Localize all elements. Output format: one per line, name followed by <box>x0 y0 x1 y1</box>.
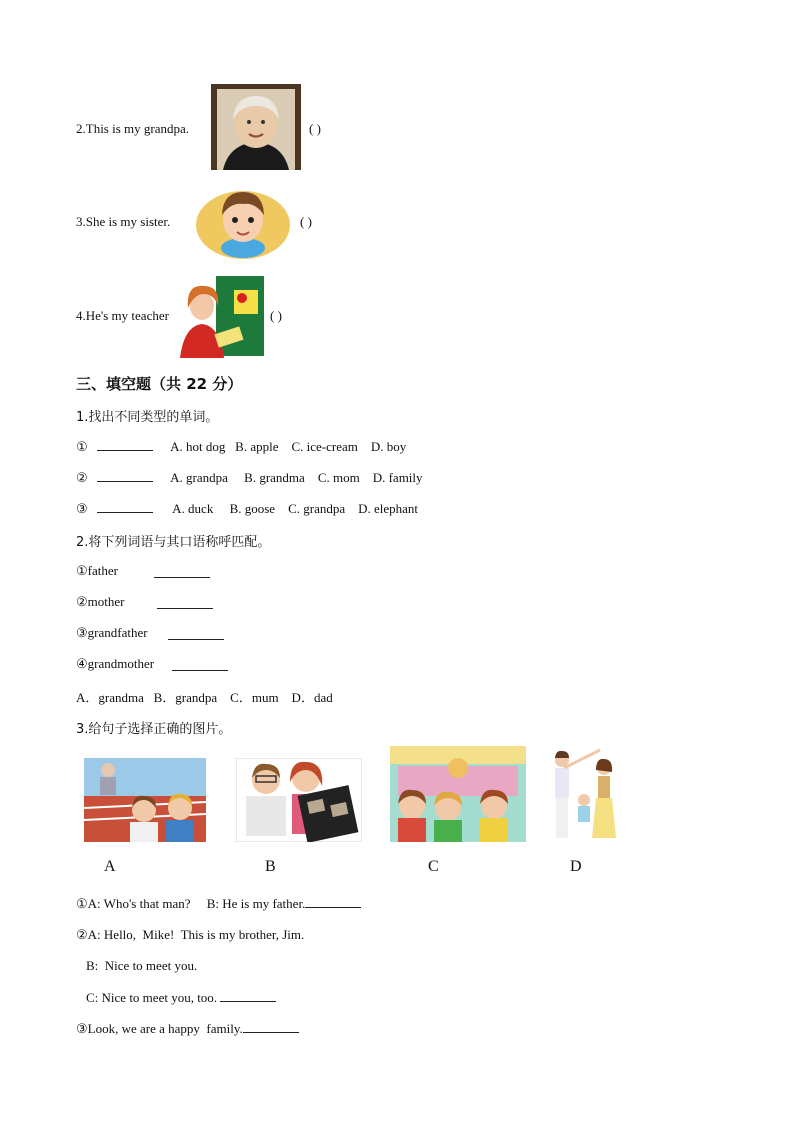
section-heading: 三、填空题（共 22 分） <box>76 375 243 393</box>
item-2-sentence: 2.This is my grandpa. <box>76 121 190 136</box>
q1-row-2-blank[interactable] <box>97 469 153 482</box>
boys-at-fair-icon <box>390 746 526 842</box>
item-4-answer-bracket[interactable]: ( ) <box>270 308 282 323</box>
item-3-sentence: 3.She is my sister. <box>76 214 171 229</box>
q2-item-2-word: ②mother <box>76 594 125 609</box>
q1-row-2 <box>76 469 423 486</box>
q3-line-5-text: ③Look, we are a happy family. <box>76 1021 243 1036</box>
item-4-sentence: 4.He's my teacher <box>76 308 169 323</box>
q2-item-1 <box>76 563 118 579</box>
q2-options: A．grandma B．grandpa C．mum D．dad <box>76 690 333 705</box>
q3-line-5-blank[interactable] <box>243 1020 299 1033</box>
q1-row-3 <box>76 500 418 517</box>
q2-item-4-word: ④grandmother <box>76 656 155 671</box>
q3-title: 3.给句子选择正确的图片。 <box>76 722 232 737</box>
item-3-answer-bracket[interactable]: ( ) <box>300 214 312 229</box>
pic-label-c: C <box>428 858 439 875</box>
q2-item-3-blank[interactable] <box>168 627 224 640</box>
q1-row-3-num: ③ <box>76 501 88 516</box>
q1-row-1 <box>76 438 406 455</box>
grandpa-and-boys-icon <box>84 758 206 842</box>
pic-label-d: D <box>570 858 582 875</box>
family-outing-icon <box>546 748 618 842</box>
q3-line-4-blank[interactable] <box>220 989 276 1002</box>
q2-item-2-blank[interactable] <box>157 596 213 609</box>
q1-row-2-num: ② <box>76 470 88 485</box>
q1-row-3-options: A. duck B. goose C. grandpa D. elephant <box>172 501 419 516</box>
q3-line-4-text: C: Nice to meet you, too. <box>86 990 218 1005</box>
grandma-portrait-icon <box>211 84 301 170</box>
pic-label-a: A <box>104 858 116 875</box>
q2-item-1-word: ①father <box>76 563 118 578</box>
family-photo-album-icon <box>236 758 362 842</box>
q1-row-3-blank[interactable] <box>97 500 153 513</box>
item-2-answer-bracket[interactable]: ( ) <box>309 121 321 136</box>
boy-face-icon <box>195 182 291 260</box>
q3-line-2: ②A: Hello, Mike! This is my brother, Jim. <box>76 927 305 942</box>
q3-line-3: B: Nice to meet you. <box>86 958 198 973</box>
q3-line-1 <box>76 895 361 912</box>
q1-row-2-options: A. grandpa B. grandma C. mom D. family <box>170 470 423 485</box>
q1-row-1-blank[interactable] <box>97 438 153 451</box>
q3-line-4 <box>86 989 276 1006</box>
q2-item-1-blank[interactable] <box>154 565 210 578</box>
q1-row-1-num: ① <box>76 439 88 454</box>
q2-item-2 <box>76 594 124 610</box>
pic-label-b: B <box>265 858 276 875</box>
q3-line-1-blank[interactable] <box>305 895 361 908</box>
q2-item-3-word: ③grandfather <box>76 625 148 640</box>
q2-title: 2.将下列词语与其口语称呼匹配。 <box>76 535 271 550</box>
q2-item-3 <box>76 625 148 641</box>
q2-item-4 <box>76 656 154 672</box>
q1-row-1-options: A. hot dog B. apple C. ice-cream D. boy <box>170 439 407 454</box>
q3-line-5 <box>76 1020 299 1037</box>
teacher-at-board-icon <box>176 272 264 358</box>
q2-item-4-blank[interactable] <box>172 658 228 671</box>
q3-line-1-text: ①A: Who's that man? B: He is my father. <box>76 896 306 911</box>
q1-title: 1.找出不同类型的单词。 <box>76 410 219 425</box>
